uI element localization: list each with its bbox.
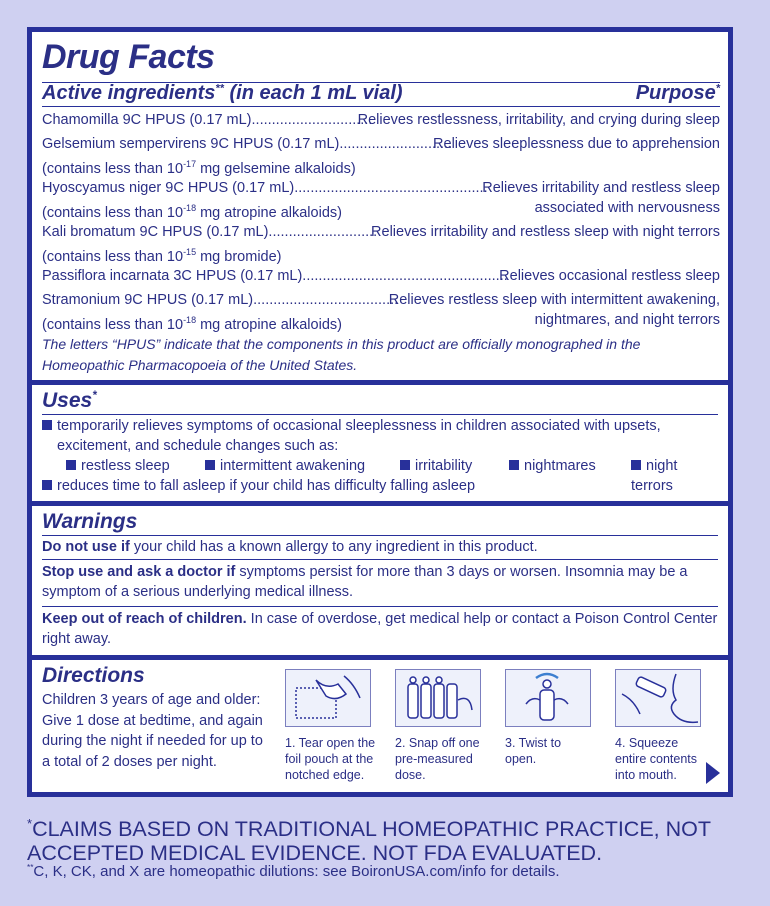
bullet-square-icon	[42, 480, 52, 490]
drug-facts-title: Drug Facts	[42, 38, 215, 76]
uses-subitem: irritability	[400, 456, 472, 476]
directions-text: Children 3 years of age and older: Give 1 dose at bedtime, and again during the night if needed for up to a total of 2 doses per night.	[42, 692, 263, 770]
hpus-note: The letters “HPUS” indicate that the components in this product are officially monographed in the Homeopathic Pharmacopoeia of the United States.	[42, 336, 641, 373]
active-ingredients-heading: Active ingredients** (in each 1 mL vial) Purpose*	[42, 82, 720, 104]
uses-item-cont: excitement, and schedule changes such as:	[57, 438, 339, 454]
section-divider	[32, 501, 728, 506]
divider	[42, 606, 718, 607]
divider	[42, 106, 720, 107]
bullet-square-icon	[631, 460, 641, 470]
ingredient-row: Gelsemium sempervirens 9C HPUS (0.17 mL)............................ Relieves sleeplessness due to apprehension (contains less than $10^{-17}$ mg gelsemine alkaloids)	[42, 136, 720, 177]
tear-pouch-illustration	[285, 669, 371, 727]
warning-stop-use: Stop use and ask a doctor if symptoms persist for more than 3 days or worsen. Insomnia may be a symptom of a serious underlying medical illness.	[42, 564, 688, 600]
warning-do-not-use: Do not use if your child has a known allergy to any ingredient in this product.	[42, 539, 538, 555]
bullet-square-icon	[509, 460, 519, 470]
warning-keep-out: Keep out of reach of children. In case of overdose, get medical help or contact a Poison Control Center right away.	[42, 611, 718, 647]
bullet-square-icon	[66, 460, 76, 470]
ingredient-row: Stramonium 9C HPUS (0.17 mL).................................... Relieves restless sleep with intermittent awakening, (contains less than $10^{-18}$ mg atropine alkaloids) nightmares, and night terrors	[42, 292, 720, 333]
step-4-caption: 4. Squeeze entire contents into mouth.	[615, 736, 697, 782]
divider	[42, 559, 718, 560]
purpose-heading: Purpose*	[635, 82, 720, 104]
uses-item: reduces time to fall asleep if your child has difficulty falling asleep	[42, 476, 718, 496]
uses-subitem: restless sleep	[66, 456, 170, 476]
dilutions-note: **C, K, CK, and X are homeopathic dilutions: see BoironUSA.com/info for details.	[27, 863, 560, 880]
snap-vial-illustration	[395, 669, 481, 727]
step-3-caption: 3. Twist to open.	[505, 736, 562, 766]
twist-open-illustration	[505, 669, 591, 727]
section-divider	[32, 655, 728, 660]
divider	[42, 414, 718, 415]
claims-disclaimer: *CLAIMS BASED ON TRADITIONAL HOMEOPATHIC PRACTICE, NOT ACCEPTED MEDICAL EVIDENCE. NOT FDA EVALUATED.	[27, 816, 711, 866]
uses-heading: Uses*	[42, 389, 97, 412]
ingredient-row: Chamomilla 9C HPUS (0.17 mL).............................. Relieves restlessness, irritability, and crying during sleep	[42, 112, 720, 128]
warnings-heading: Warnings	[42, 510, 138, 533]
uses-subitem: night terrors	[631, 458, 678, 494]
uses-subitem: intermittent awakening	[205, 456, 365, 476]
section-divider	[32, 380, 728, 385]
bullet-square-icon	[205, 460, 215, 470]
ingredient-row: Kali bromatum 9C HPUS (0.17 mL)........................... Relieves irritability and restless sleep with night terrors (contains less than $10^{-15}$ mg bromide)	[42, 224, 720, 265]
bullet-square-icon	[42, 420, 52, 430]
continue-arrow-icon	[706, 762, 720, 784]
uses-subitem: nightmares	[509, 456, 596, 476]
divider	[42, 535, 718, 536]
uses-item: temporarily relieves symptoms of occasional sleeplessness in children associated with upsets,	[42, 416, 718, 436]
step-1-caption: 1. Tear open the foil pouch at the notched edge.	[285, 736, 376, 782]
squeeze-mouth-illustration	[615, 669, 701, 727]
drug-facts-panel	[27, 27, 733, 797]
ingredient-row: Passiflora incarnata 3C HPUS (0.17 mL)................................................... Relieves occasional restless sleep	[42, 268, 720, 284]
directions-heading: Directions	[42, 664, 145, 687]
step-2-caption: 2. Snap off one pre-measured dose.	[395, 736, 480, 782]
bullet-square-icon	[400, 460, 410, 470]
ingredient-row: Hyoscyamus niger 9C HPUS (0.17 mL)................................................ Relieves irritability and restless sleep (contains less than $10^{-18}$ mg atropine alkaloids) associated with nervousness	[42, 180, 720, 221]
